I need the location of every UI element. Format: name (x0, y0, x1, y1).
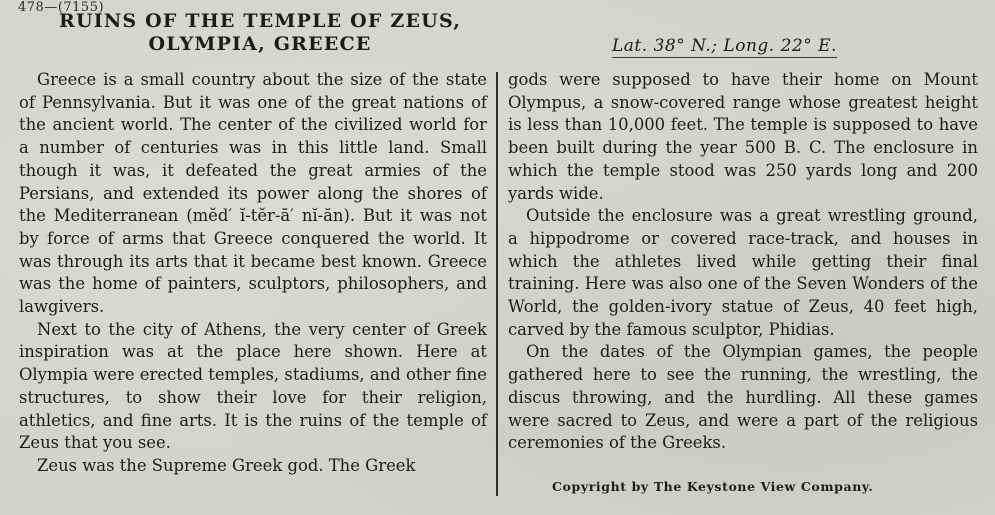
title-line-1: RUINS OF THE TEMPLE OF ZEUS, (58, 10, 462, 32)
bc-abbreviation: B. C. (783, 138, 827, 158)
reference-number: 478—(7155) (18, 0, 105, 15)
left-paragraph-3: Zeus was the Supreme Greek god. The Greek (37, 455, 416, 475)
right-paragraph-2: Outside the enclosure was a great wrestling ground, a hippodrome or covered race-track, and houses in which the athletes lived while getting their final training. Here was also one of the Seven Wonders of the World, the golden-ivory statue of Zeus, 40 feet high, carved by the famous sculptor, Phidias. (508, 206, 978, 339)
coordinates: Lat. 38° N.; Long. 22° E. (612, 36, 837, 56)
title-line-2: OLYMPIA, GREECE (148, 33, 372, 55)
right-paragraph-1 (508, 69, 978, 205)
left-paragraph-2: Next to the city of Athens, the very center of Greek inspiration was at the place here shown. Here at Olympia were erected temples, stadiums, and other fine structures, to show their love for their religion, athletics, and fine arts. It is the ruins of the temple of Zeus that you see. (19, 319, 487, 453)
right-column (508, 69, 978, 455)
right-paragraph-1-end: The enclosure in which the temple stood was 250 yards long and 200 yards wide. (508, 138, 978, 203)
column-divider (496, 72, 498, 496)
right-paragraph-3: On the dates of the Olympian games, the people gathered here to see the running, the wrestling, the discus throwing, and the hurdling. All these games were sacred to Zeus, and were a part of the religious ceremonies of the Greeks. (508, 342, 978, 453)
left-paragraph-1: Greece is a small country about the size of the state of Pennsylvania. But it was one of the great nations of the ancient world. The center of the civilized world for a number of centuries was in this little land. Small though it was, it defeated the great armies of the Persians, and extended its power along the shores of the Mediterranean (mĕd′ ĭ-tĕr-ā′ nĭ-ăn). But it was not by force of arms that Greece conquered the world. It was through its arts that it became best known. Greece was the home of painters, sculptors, philosophers, and lawgivers. (19, 70, 487, 317)
left-column (19, 69, 487, 478)
right-paragraph-1-start: gods were supposed to have their home on Mount Olympus, a snow-covered range whose greatest height is less than 10,000 feet. The temple is supposed to have been built during the year 500 (508, 70, 978, 158)
document-title (40, 10, 480, 56)
copyright-notice: Copyright by The Keystone View Company. (552, 479, 874, 494)
